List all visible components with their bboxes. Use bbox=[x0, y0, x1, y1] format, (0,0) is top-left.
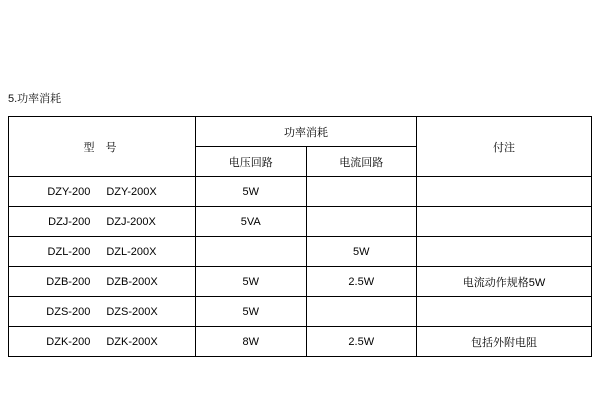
cell-note bbox=[417, 237, 592, 267]
header-voltage-circuit: 电压回路 bbox=[196, 147, 307, 177]
cell-model-a: DZL-200 bbox=[47, 245, 91, 258]
cell-model bbox=[9, 297, 196, 327]
cell-note bbox=[417, 207, 592, 237]
cell-model-b: DZL-200X bbox=[106, 245, 157, 258]
cell-model bbox=[9, 237, 196, 267]
cell-note: 电流动作规格5W bbox=[417, 267, 592, 297]
cell-model-b: DZY-200X bbox=[106, 185, 157, 198]
cell-current-circuit bbox=[306, 297, 417, 327]
cell-current-circuit: 2.5W bbox=[306, 327, 417, 357]
cell-model bbox=[9, 327, 196, 357]
cell-model bbox=[9, 267, 196, 297]
cell-voltage-circuit: 5W bbox=[196, 177, 307, 207]
cell-note bbox=[417, 297, 592, 327]
cell-model-b: DZB-200X bbox=[106, 275, 158, 288]
header-power-consumption: 功率消耗 bbox=[196, 117, 417, 147]
cell-voltage-circuit: 5W bbox=[196, 297, 307, 327]
power-consumption-table bbox=[8, 116, 592, 357]
cell-current-circuit: 5W bbox=[306, 237, 417, 267]
cell-current-circuit: 2.5W bbox=[306, 267, 417, 297]
cell-current-circuit bbox=[306, 207, 417, 237]
cell-model-a: DZY-200 bbox=[47, 185, 91, 198]
cell-model-b: DZJ-200X bbox=[106, 215, 156, 228]
table-header bbox=[9, 117, 592, 177]
cell-note: 包括外附电阻 bbox=[417, 327, 592, 357]
header-note: 付注 bbox=[417, 117, 592, 177]
cell-voltage-circuit: 8W bbox=[196, 327, 307, 357]
cell-voltage-circuit: 5W bbox=[196, 267, 307, 297]
header-model-label: 型 号 bbox=[83, 141, 121, 154]
cell-model-a: DZK-200 bbox=[46, 335, 91, 348]
cell-model-a: DZJ-200 bbox=[48, 215, 91, 228]
cell-model-b: DZK-200X bbox=[106, 335, 158, 348]
table-row bbox=[9, 267, 592, 297]
header-model bbox=[9, 117, 196, 177]
table-row bbox=[9, 177, 592, 207]
table-row bbox=[9, 237, 592, 267]
power-consumption-table-wrapper bbox=[8, 116, 592, 357]
cell-model-a: DZB-200 bbox=[46, 275, 91, 288]
cell-voltage-circuit: 5VA bbox=[196, 207, 307, 237]
cell-model bbox=[9, 177, 196, 207]
table-body bbox=[9, 177, 592, 357]
cell-model-b: DZS-200X bbox=[106, 305, 158, 318]
cell-current-circuit bbox=[306, 177, 417, 207]
table-row bbox=[9, 297, 592, 327]
section-heading: 5.功率消耗 bbox=[8, 93, 62, 105]
cell-model-a: DZS-200 bbox=[46, 305, 91, 318]
cell-note bbox=[417, 177, 592, 207]
cell-voltage-circuit bbox=[196, 237, 307, 267]
table-header-row-1 bbox=[9, 117, 592, 147]
table-row bbox=[9, 207, 592, 237]
header-current-circuit: 电流回路 bbox=[306, 147, 417, 177]
cell-model bbox=[9, 207, 196, 237]
table-row bbox=[9, 327, 592, 357]
